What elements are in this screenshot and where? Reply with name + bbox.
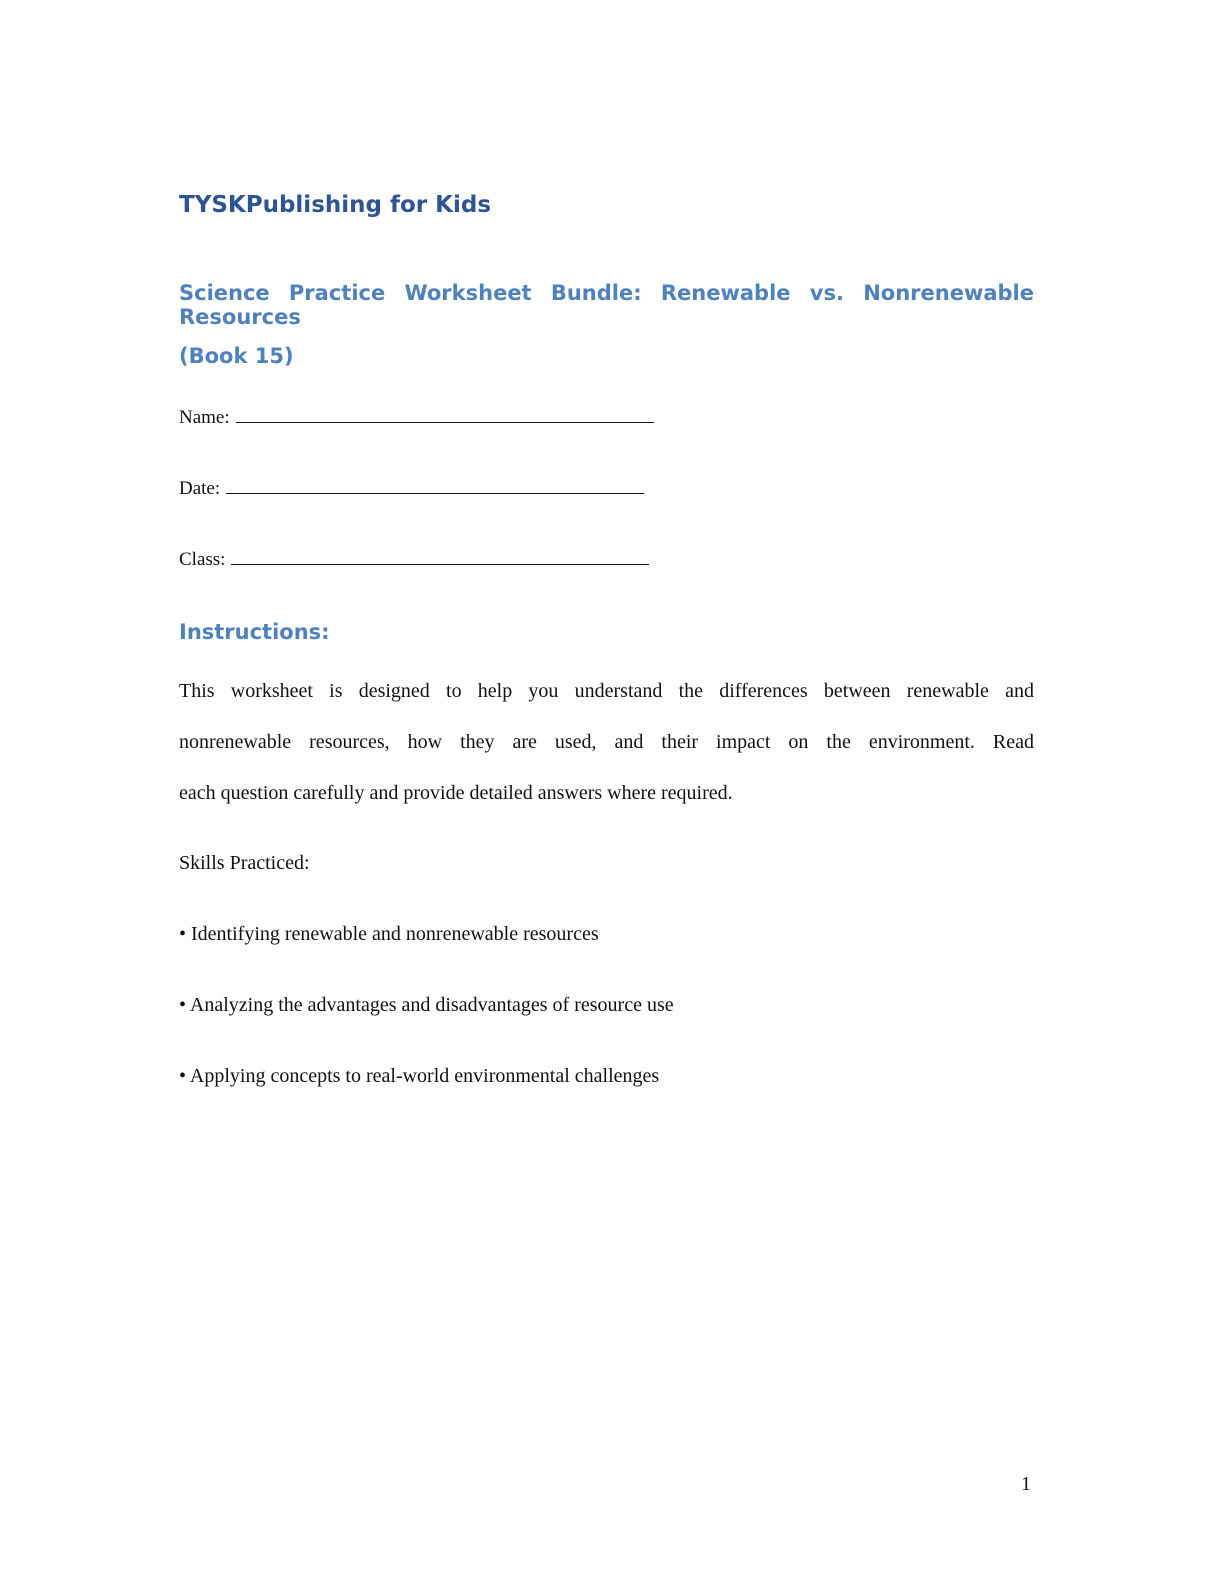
name-label: Name: [179, 407, 230, 428]
class-blank-line[interactable] [231, 546, 649, 565]
skill-list-item: • Analyzing the advantages and disadvantages of resource use [179, 994, 674, 1016]
skills-practiced-label: Skills Practiced: [179, 852, 310, 874]
worksheet-title: Science Practice Worksheet Bundle: Renewable vs. Nonrenewable Resources [179, 281, 1034, 329]
page-number: 1 [1021, 1473, 1031, 1495]
class-label: Class: [179, 549, 226, 570]
name-blank-line[interactable] [236, 404, 654, 423]
publisher-heading: TYSKPublishing for Kids [179, 192, 492, 218]
instructions-line: This worksheet is designed to help you understand the differences between renewable and [179, 680, 1034, 702]
skill-list-item: • Identifying renewable and nonrenewable resources [179, 923, 599, 945]
skill-list-item: • Applying concepts to real-world environmental challenges [179, 1065, 660, 1087]
instructions-heading: Instructions: [179, 620, 330, 644]
class-field[interactable] [179, 546, 649, 571]
instructions-line: each question carefully and provide detailed answers where required. [179, 782, 733, 804]
instructions-line: nonrenewable resources, how they are used, and their impact on the environment. Read [179, 731, 1034, 753]
date-blank-line[interactable] [226, 475, 644, 494]
worksheet-title-book: (Book 15) [179, 344, 294, 368]
name-field[interactable] [179, 404, 654, 429]
date-field[interactable] [179, 475, 644, 500]
date-label: Date: [179, 478, 221, 499]
